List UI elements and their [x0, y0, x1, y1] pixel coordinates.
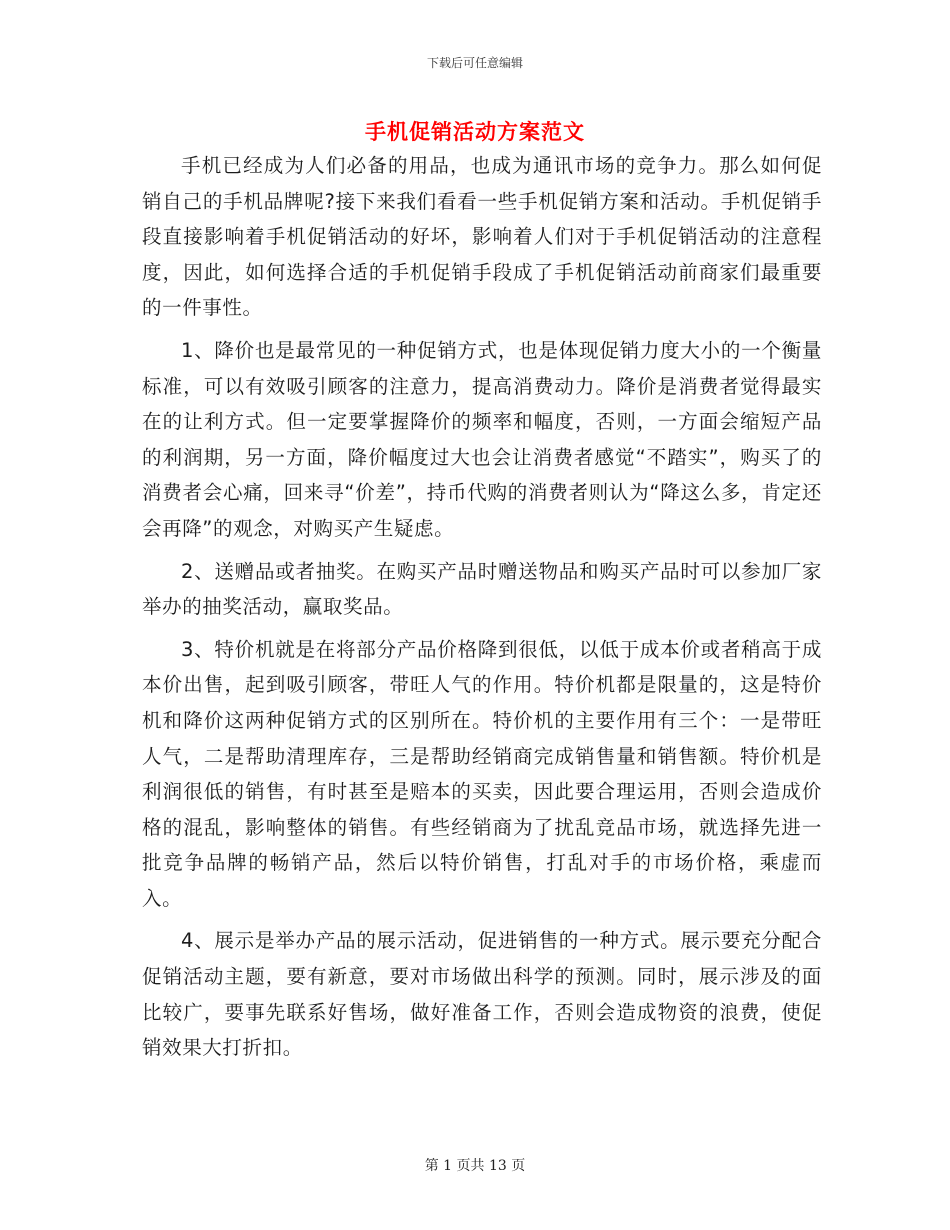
paragraph-gifts-lottery: 2、送赠品或者抽奖。在购买产品时赠送物品和购买产品时可以参加厂家举办的抽奖活动，赢取奖品。: [142, 559, 822, 619]
paragraph-price-reduction: 1、降价也是最常见的一种促销方式，也是体现促销力度大小的一个衡量标准，可以有效吸引顾客的注意力，提高消费动力。降价是消费者觉得最实在的让利方式。但一定要掌握降价的频率和幅度，否则，一方面会缩短产品的利润期，另一方面，降价幅度过大也会让消费者感觉“不踏实”，购买了的消费者会心痛，回来寻“价差”，持币代购的消费者则认为“降这么多，肯定还会再降”的观念，对购买产生疑虑。: [142, 338, 822, 540]
intro-paragraph: 手机已经成为人们必备的用品，也成为通讯市场的竞争力。那么如何促销自己的手机品牌呢?接下来我们看看一些手机促销方案和活动。手机促销手段直接影响着手机促销活动的好坏，影响着人们对于手机促销活动的注意程度，因此，如何选择合适的手机促销手段成了手机促销活动前商家们最重要的一件事性。: [142, 154, 822, 320]
page-header: 下载后可任意编辑: [426, 56, 523, 70]
paragraph-exhibition: 4、展示是举办产品的展示活动，促进销售的一种方式。展示要充分配合促销活动主题，要有新意，要对市场做出科学的预测。同时，展示涉及的面比较广，要事先联系好售场，做好准备工作，否则会造成物资的浪费，使促销效果大打折扣。: [142, 929, 822, 1060]
paragraph-special-price: 3、特价机就是在将部分产品价格降到很低，以低于成本价或者稍高于成本价出售，起到吸引顾客，带旺人气的作用。特价机都是限量的，这是特价机和降价这两种促销方式的区别所在。特价机的主要作用有三个：一是带旺人气，二是帮助清理库存，三是帮助经销商完成销售量和销售额。特价机是利润很低的销售，有时甚至是赔本的买卖，因此要合理运用，否则会造成价格的混乱，影响整体的销售。有些经销商为了扰乱竞品市场，就选择先进一批竞争品牌的畅销产品，然后以特价销售，打乱对手的市场价格，乘虚而入。: [142, 637, 822, 910]
page-number-footer: 第 1 页共 13 页: [424, 1158, 526, 1174]
document-body: [142, 148, 822, 1066]
document-title: 手机促销活动方案范文: [365, 120, 585, 144]
